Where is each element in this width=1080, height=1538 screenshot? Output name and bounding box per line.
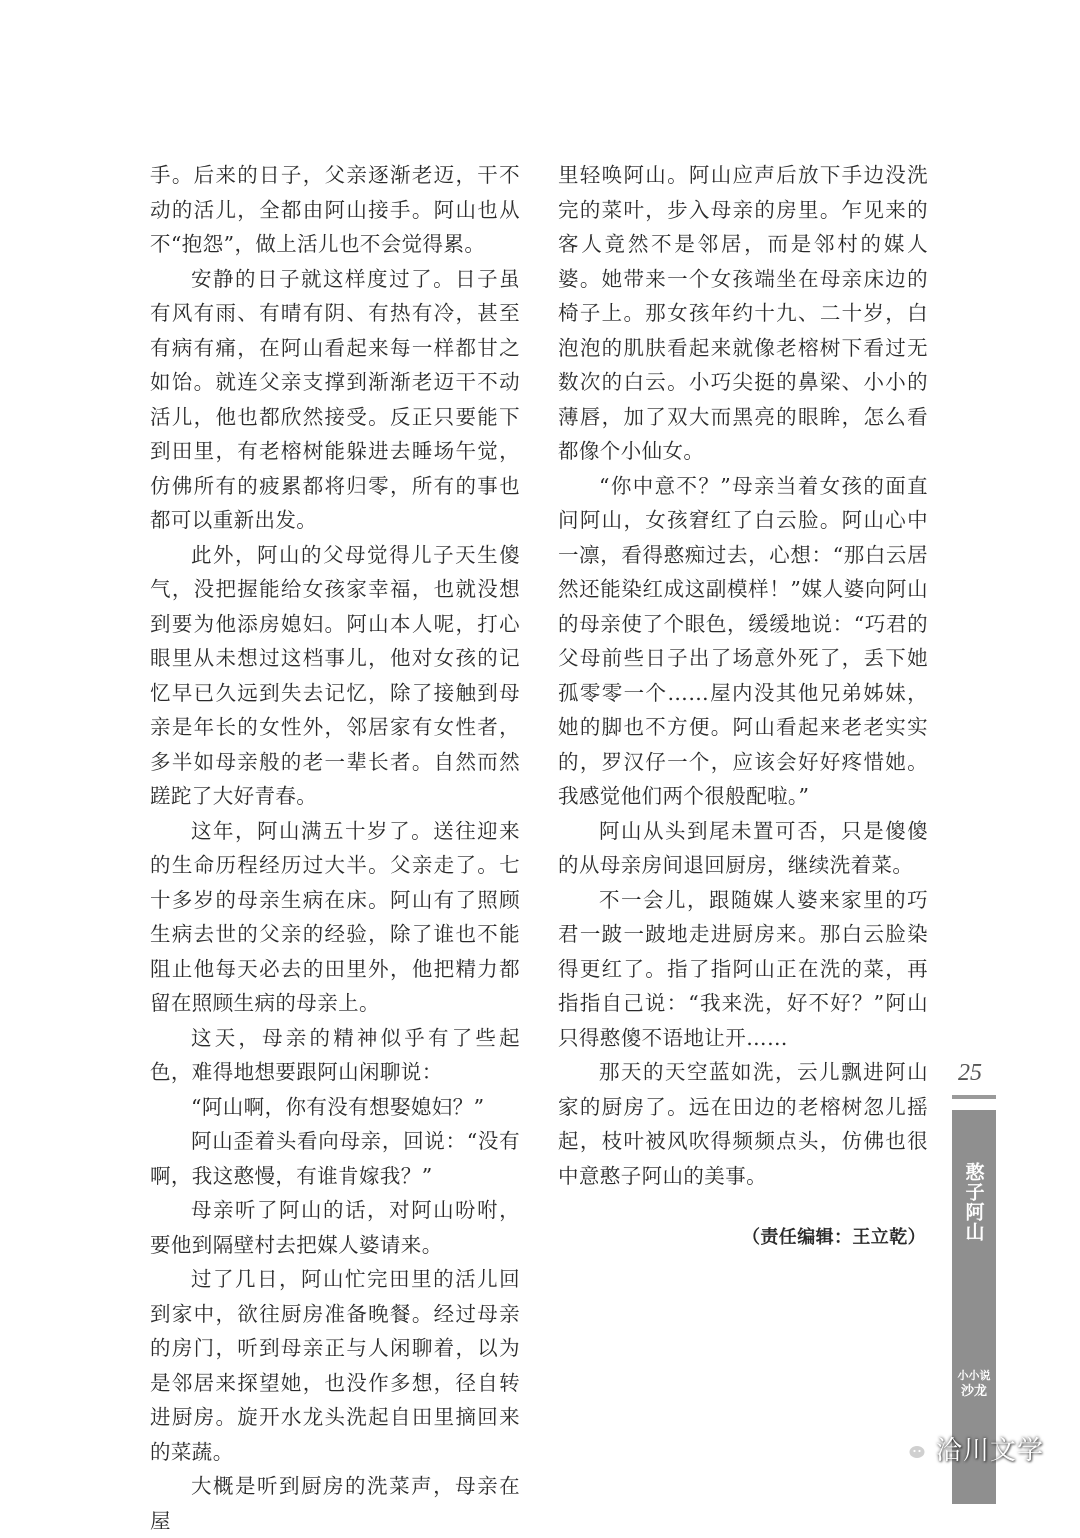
paragraph: 不一会儿，跟随媒人婆来家里的巧君一跛一跛地走进厨房来。那白云脸染得更红了。指了指阿山正在洗的菜，再指指自己说：“我来洗，好不好？”阿山只得憨傻不语地让开…… [558, 887, 928, 1050]
watermark [898, 1430, 1044, 1467]
paragraph: 这天，母亲的精神似乎有了些起色，难得地想要跟阿山闲聊说： [150, 1025, 520, 1084]
section-label-line2: 沙龙 [960, 1384, 987, 1399]
paragraph: 此外，阿山的父母觉得儿子天生傻气，没把握能给女孩家幸福，也就没想到要为他添房媳妇。阿山本人呢，打心眼里从未想过这档事儿，他对女孩的记忆早已久远到失去记忆，除了接触到母亲是年长的女性外，邻居家有女性者，多半如母亲般的老一辈长者。自然而然蹉跎了大好青春。 [150, 542, 520, 808]
paragraph: 母亲听了阿山的话，对阿山吩咐，要他到隔壁村去把媒人婆请来。 [150, 1198, 520, 1257]
paragraph: 里轻唤阿山。阿山应声后放下手边没洗完的菜叶，步入母亲的房里。乍见来的客人竟然不是邻居，而是邻村的媒人婆。她带来一个女孩端坐在母亲床边的椅子上。那女孩年约十九、二十岁，白泡泡的肌肤看起来就像老榕树下看过无数次的白云。小巧尖挺的鼻梁、小小的薄唇，加了双大而黑亮的眼眸，怎么看都像个小仙女。 [558, 163, 928, 463]
side-tab-title-wrap [952, 1162, 996, 1242]
paragraph: 这年，阿山满五十岁了。送往迎来的生命历程经历过大半。父亲走了。七十多岁的母亲生病在床。阿山有了照顾生病去世的父亲的经验，除了谁也不能阻止他每天必去的田里外，他把精力都留在照顾生病的母亲上。 [150, 818, 520, 1015]
paragraph: “你中意不？”母亲当着女孩的面直问阿山，女孩窘红了白云脸。阿山心中一凛，看得憨痴过去，心想：“那白云居然还能染红成这副模样！”媒人婆向阿山的母亲使了个眼色，缓缓地说：“巧君的父母前些日子出了场意外死了，丢下她孤零零一个……屋内没其他兄弟姊妹，她的脚也不方便。阿山看起来老老实实的，罗汉仔一个，应该会好好疼惜她。我感觉他们两个很般配啦。” [558, 473, 928, 808]
paragraph: 大概是听到厨房的洗菜声，母亲在屋 [150, 1474, 520, 1533]
side-divider-line [952, 1095, 996, 1099]
paragraph: 手。后来的日子，父亲逐渐老迈，干不动的活儿，全都由阿山接手。阿山也从不“抱怨”，做上活儿也不会觉得累。 [150, 163, 520, 256]
side-tab-section [952, 1368, 996, 1400]
editor-note: （责任编辑：王立乾） [742, 1227, 926, 1248]
left-column [150, 158, 520, 1538]
side-tab-title: 憨子阿山 [962, 1162, 985, 1242]
paragraph: 安静的日子就这样度过了。日子虽有风有雨、有晴有阴、有热有冷，甚至有病有痛，在阿山看起来每一样都甘之如饴。就连父亲支撑到渐渐老迈干不动活儿，他也都欣然接受。反正只要能下到田里，有老榕树能躲进去睡场午觉，仿佛所有的疲累都将归零，所有的事也都可以重新出发。 [150, 266, 520, 532]
right-column [558, 158, 928, 1256]
paragraph: 过了几日，阿山忙完田里的活儿回到家中，欲往厨房准备晚餐。经过母亲的房门，听到母亲正与人闲聊着，以为是邻居来探望她，也没作多想，径自转进厨房。旋开水龙头洗起自田里摘回来的菜蔬。 [150, 1267, 520, 1464]
wechat-icon [898, 1436, 928, 1462]
paragraph: “阿山啊，你有没有想娶媳妇？” [191, 1094, 485, 1119]
section-label-line1: 小小说 [957, 1369, 991, 1382]
paragraph: 阿山歪着头看向母亲，回说：“没有啊，我这憨慢，有谁肯嫁我？” [150, 1129, 520, 1188]
paragraph: 那天的天空蓝如洗，云儿飘进阿山家的厨房了。远在田边的老榕树忽儿摇起，枝叶被风吹得频频点头，仿佛也很中意憨子阿山的美事。 [558, 1060, 928, 1188]
page-number: 25 [958, 1060, 982, 1086]
watermark-text: 洽川文学 [936, 1436, 1045, 1466]
paragraph: 阿山从头到尾未置可否，只是傻傻的从母亲房间退回厨房，继续洗着菜。 [558, 818, 928, 877]
